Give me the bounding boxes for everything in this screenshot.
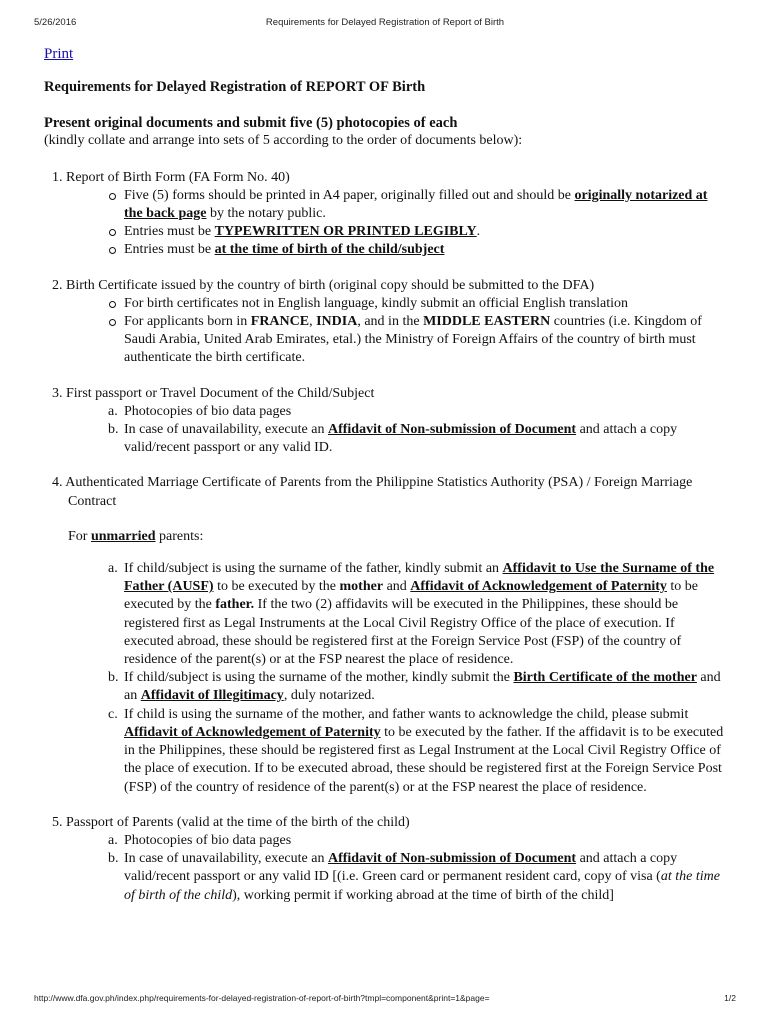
list-item: b. In case of unavailability, execute an Affidavit of Non-submission of Document and attach a copy valid/recent passport or any valid ID [(i.e. Green card or permanent resident card, copy of visa (at the time of birth of the child), working permit if working abroad at the time of birth of the child] <box>108 851 720 903</box>
list-item: For birth certificates not in English language, kindly submit an official English translation <box>124 295 724 313</box>
requirement-4 <box>44 474 724 510</box>
list-item: a. Photocopies of bio data pages <box>108 832 292 848</box>
requirement-label: 4. Authenticated Marriage Certificate of Parents from the Philippine Statistics Authority (PSA) / Foreign Marriage Contract <box>52 475 693 509</box>
intro-instruction: Present original documents and submit five (5) photocopies of each <box>44 115 458 132</box>
requirement-label: 1. Report of Birth Form (FA Form No. 40) <box>52 169 290 185</box>
list-item: Entries must be at the time of birth of the child/subject <box>124 241 724 259</box>
list-item: Entries must be TYPEWRITTEN OR PRINTED LEGIBLY. <box>124 223 724 241</box>
intro-note: (kindly collate and arrange into sets of 5 according to the order of documents below): <box>44 133 523 149</box>
list-item: b. In case of unavailability, execute an Affidavit of Non-submission of Document and attach a copy valid/recent passport or any valid ID. <box>108 422 678 456</box>
requirement-2 <box>44 277 724 368</box>
list-item: a. Photocopies of bio data pages <box>108 403 292 419</box>
requirement-5 <box>44 814 724 905</box>
list-item: c. If child is using the surname of the mother, and father wants to acknowledge the child, please submit Affidavit of Acknowledgement of Paternity to be executed by the father. If the affidavit is to be executed in the Philippines, these should be registered first as Legal Instrument at the Local Civil Registry Office of the place of execution. If to be executed abroad, these should be registered first at the Foreign Service Post (FSP) of the country of residence of the parent(s) or at the FSP nearest the place of residence. <box>108 706 724 795</box>
print-link[interactable]: Print <box>44 46 74 62</box>
requirement-label: 5. Passport of Parents (valid at the time of the birth of the child) <box>52 814 410 830</box>
requirement-label: 3. First passport or Travel Document of the Child/Subject <box>52 385 375 401</box>
print-date: 5/26/2016 <box>34 17 77 28</box>
footer-url: http://www.dfa.gov.ph/index.php/requirements-for-delayed-registration-of-report-of-birth?tmpl=component&print=1&page= <box>34 993 490 1003</box>
print-title: Requirements for Delayed Registration of Report of Birth <box>265 17 505 28</box>
list-item: a. If child/subject is using the surname of the father, kindly submit an Affidavit to Use the Surname of the Father (AUSF) to be executed by the mother and Affidavit of Acknowledgement of Paternity to be executed by the father. If the two (2) affidavits will be executed in the Philippines, these should be registered first as Legal Instruments at the Local Civil Registry Office of the place of execution. If executed abroad, these should be registered first at the Foreign Service Post (FSP) of the country of residence of the parent(s) or at the FSP nearest the place of residence. <box>108 561 715 668</box>
requirement-1 <box>44 169 724 260</box>
document-body <box>44 78 724 922</box>
list-item: For applicants born in FRANCE, INDIA, and in the MIDDLE EASTERN countries (i.e. Kingdom of Saudi Arabia, United Arab Emirates, etal.) the Ministry of Foreign Affairs of the country of birth must authenticate the birth certificate. <box>124 313 724 368</box>
list-item: b. If child/subject is using the surname of the mother, kindly submit the Birth Certificate of the mother and an Affidavit of Illegitimacy, duly notarized. <box>108 670 721 704</box>
page-number: 1/2 <box>724 993 736 1003</box>
page-title: Requirements for Delayed Registration of REPORT OF Birth <box>44 79 426 95</box>
unmarried-parents-list <box>44 560 724 797</box>
requirement-3 <box>44 385 724 458</box>
unmarried-parents-label: For unmarried parents: <box>68 528 204 544</box>
list-item: Five (5) forms should be printed in A4 paper, originally filled out and should be originally notarized at the back page by the notary public. <box>124 187 724 223</box>
requirement-label: 2. Birth Certificate issued by the country of birth (original copy should be submitted to the DFA) <box>52 277 595 293</box>
